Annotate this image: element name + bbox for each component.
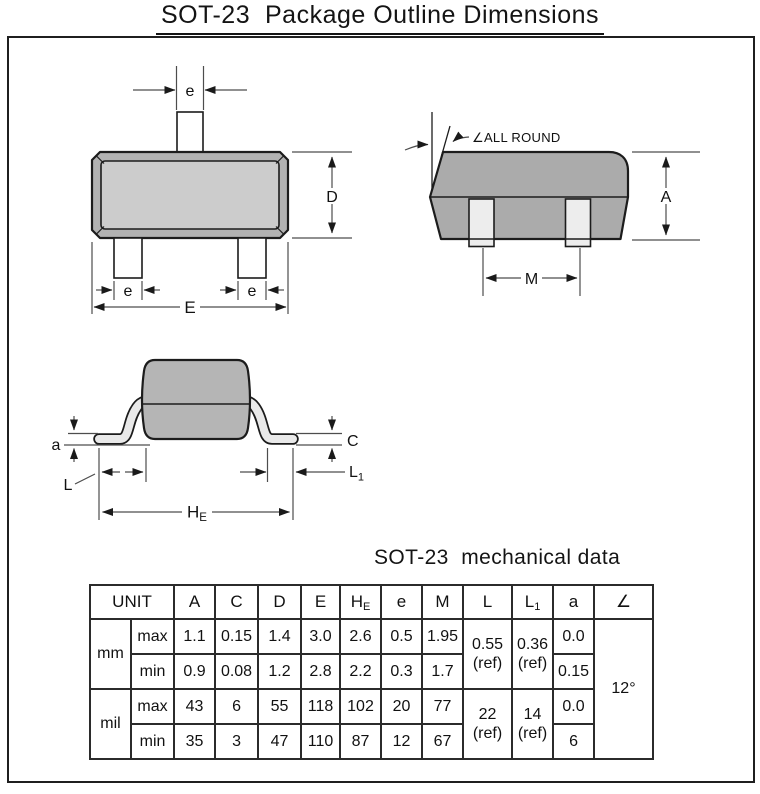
dim-label-l1: $L_1$ — [349, 464, 365, 484]
value-cell: 20 — [381, 689, 422, 724]
limit-label: min — [131, 654, 174, 689]
dim-label-he: $H_E$ — [187, 502, 207, 524]
value-cell: 6 — [215, 689, 258, 724]
dim-label-m: M — [524, 271, 539, 288]
front-bottom-lead-right — [238, 238, 266, 278]
dim-d-lines — [292, 152, 352, 238]
value-cell: 35 — [174, 724, 215, 759]
table-heading: SOT-23 mechanical data — [374, 546, 621, 569]
value-cell: 1.1 — [174, 619, 215, 654]
col-d: D — [258, 585, 301, 619]
dim-label-c: C — [347, 433, 359, 450]
table-header-row — [90, 585, 653, 619]
value-cell: 3 — [215, 724, 258, 759]
value-cell: 1.7 — [422, 654, 463, 689]
value-cell: 3.0 — [301, 619, 340, 654]
row-mm-min — [90, 654, 653, 689]
value-cell: 55 — [258, 689, 301, 724]
value-cell-l-mm: 0.55 (ref) — [463, 619, 512, 689]
col-m: M — [422, 585, 463, 619]
value-cell: 102 — [340, 689, 381, 724]
value-cell: 77 — [422, 689, 463, 724]
limit-label: max — [131, 689, 174, 724]
value-cell-l-mil: 22 (ref) — [463, 689, 512, 759]
dim-label-e-top: e — [185, 83, 195, 100]
angle-arrow-left — [405, 145, 428, 151]
value-cell: 1.95 — [422, 619, 463, 654]
value-cell: 2.2 — [340, 654, 381, 689]
value-cell-angle: 12° — [594, 619, 653, 759]
col-a-small: a — [553, 585, 594, 619]
front-body-top-face — [101, 161, 279, 229]
limit-label: max — [131, 619, 174, 654]
value-cell: 0.08 — [215, 654, 258, 689]
value-cell: 67 — [422, 724, 463, 759]
value-cell: 0.9 — [174, 654, 215, 689]
value-cell: 2.8 — [301, 654, 340, 689]
corner-body — [430, 152, 628, 239]
front-top-lead — [177, 112, 203, 152]
value-cell: 110 — [301, 724, 340, 759]
col-l: L — [463, 585, 512, 619]
front-view — [92, 66, 352, 317]
value-cell: 0.0 — [553, 689, 594, 724]
row-mm-max — [90, 619, 653, 654]
dim-label-a: A — [660, 189, 672, 206]
all-round-note: ∠ALL ROUND — [472, 130, 561, 145]
col-he: $H_E$ — [340, 585, 381, 619]
unit-mil: mil — [90, 689, 131, 759]
col-angle: ∠ — [594, 585, 653, 619]
value-cell: 6 — [553, 724, 594, 759]
value-cell: 0.15 — [215, 619, 258, 654]
value-cell-l1-mil: 14 (ref) — [512, 689, 553, 759]
dim-label-e-total: E — [184, 298, 196, 317]
value-cell: 43 — [174, 689, 215, 724]
value-cell: 87 — [340, 724, 381, 759]
col-e-small: e — [381, 585, 422, 619]
value-cell: 47 — [258, 724, 301, 759]
dim-label-e-bottom-right: e — [247, 283, 257, 300]
col-l1: $L_1$ — [512, 585, 553, 619]
front-bottom-lead-left — [114, 238, 142, 278]
dim-c-lines — [296, 416, 342, 462]
col-e: E — [301, 585, 340, 619]
value-cell: 0.15 — [553, 654, 594, 689]
unit-mm: mm — [90, 619, 131, 689]
col-a: A — [174, 585, 215, 619]
col-unit: UNIT — [90, 585, 174, 619]
dim-l-lines — [75, 448, 146, 520]
row-mil-max — [90, 689, 653, 724]
side-view — [52, 360, 364, 524]
value-cell: 0.5 — [381, 619, 422, 654]
value-cell: 0.0 — [553, 619, 594, 654]
col-c: C — [215, 585, 258, 619]
page-title-text: SOT-23 Package Outline Dimensions — [156, 1, 604, 35]
value-cell: 2.6 — [340, 619, 381, 654]
dim-label-e-bottom-left: e — [123, 283, 133, 300]
angle-arrow-right — [453, 137, 469, 142]
row-mil-min — [90, 724, 653, 759]
value-cell-l1-mm: 0.36 (ref) — [512, 619, 553, 689]
corner-view — [405, 112, 700, 296]
value-cell: 1.2 — [258, 654, 301, 689]
limit-label: min — [131, 724, 174, 759]
value-cell: 0.3 — [381, 654, 422, 689]
dim-label-d: D — [326, 189, 338, 206]
value-cell: 118 — [301, 689, 340, 724]
dim-label-l: L — [63, 477, 73, 494]
mechanical-data-table — [89, 584, 654, 760]
value-cell: 1.4 — [258, 619, 301, 654]
value-cell: 12 — [381, 724, 422, 759]
dim-label-a-standoff: a — [51, 437, 61, 454]
side-body — [142, 360, 250, 439]
